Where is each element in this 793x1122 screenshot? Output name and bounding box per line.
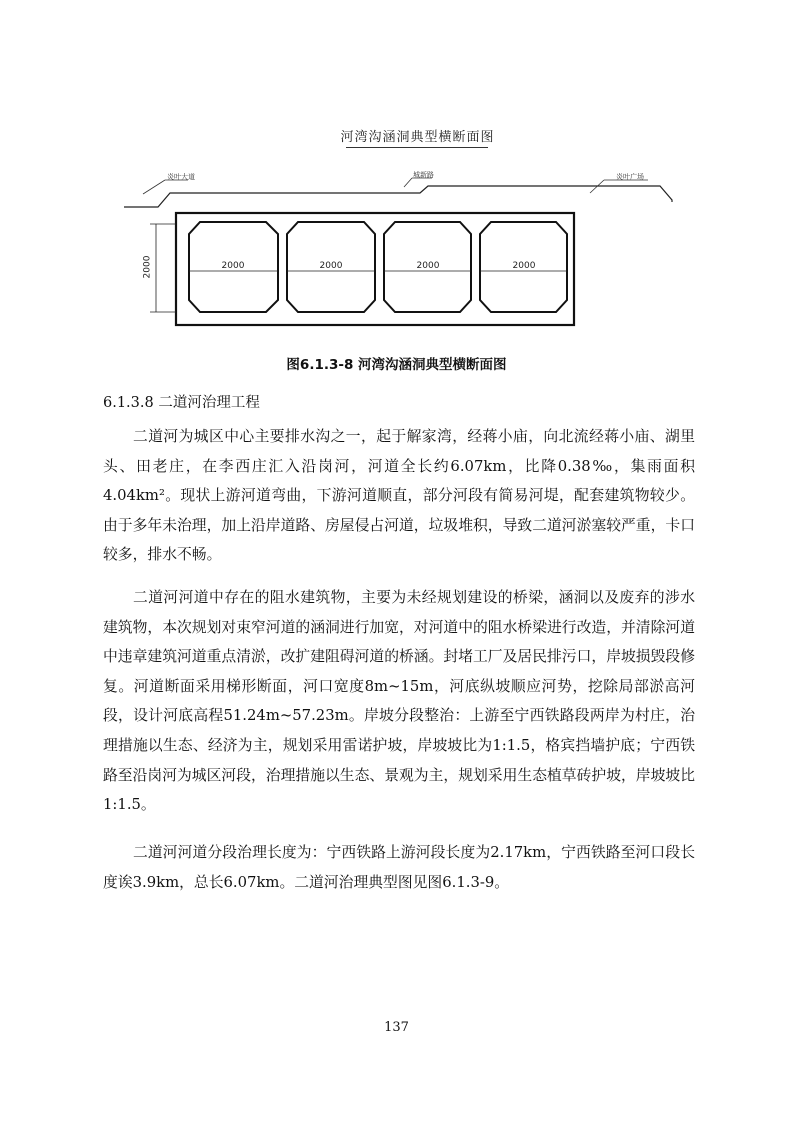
paragraph-1: 二道河为城区中心主要排水沟之一，起于解家湾，经蒋小庙，向北流经蒋小庙、湖里头、田老庄，在李西庄汇入沿岗河，河道全长约6.07km，比降0.38‰，集雨面积4.04km²。现状上游河道弯曲，下游河道顺直，部分河段有简易河堤，配套建筑物较少。由于多年未治理，加上沿岸道路、房屋侵占河道，垃圾堆积，导致二道河淤塞较严重，卡口较多，排水不畅。 — [103, 428, 695, 564]
ground-line — [124, 186, 672, 207]
road-label-left: 炎叶大道 — [167, 173, 195, 181]
cell-width-label-1: 2000 — [221, 261, 245, 271]
cell-width-label-2: 2000 — [319, 261, 343, 271]
culvert-cross-section-figure — [0, 0, 793, 340]
cell-height-label: 2000 — [142, 255, 153, 279]
road-label-right: 炎叶广场 — [616, 173, 644, 181]
figure-caption: 图6.1.3-8 河湾沟涵洞典型横断面图 — [286, 357, 507, 373]
page-number: 137 — [384, 1020, 409, 1035]
culvert-drawing — [0, 0, 793, 340]
road-label-middle: 城新路 — [413, 171, 434, 179]
leader-line-left — [143, 180, 165, 194]
paragraph-2: 二道河河道中存在的阻水建筑物，主要为未经规划建设的桥梁，涵洞以及废弃的涉水建筑物，本次规划对束窄河道的涵洞进行加宽，对河道中的阻水桥梁进行改造，并清除河道中违章建筑河道重点清淤，改扩建阻碍河道的桥涵。封堵工厂及居民排污口，岸坡损毁段修复。河道断面采用梯形断面，河口宽度8m~15m，河底纵坡顺应河势，挖除局部淤高河段，设计河底高程51.24m~57.23m。岸坡分段整治：上游至宁西铁路段两岸为村庄，治理措施以生态、经济为主，规划采用雷诺护坡，岸坡坡比为1:1.5，格宾挡墙护底；宁西铁路至沿岗河为城区河段，治理措施以生态、景观为主，规划采用生态植草砖护坡，岸坡坡比1:1.5。 — [103, 589, 695, 814]
paragraph-3: 二道河河道分段治理长度为：宁西铁路上游河段长度为2.17km，宁西铁路至河口段长度诶3.9km，总长6.07km。二道河治理典型图见图6.1.3-9。 — [103, 844, 695, 891]
leader-line-mid — [404, 178, 412, 187]
figure-title-underline — [346, 147, 488, 148]
cell-width-label-4: 2000 — [512, 261, 536, 271]
height-dimension-line — [150, 224, 176, 312]
figure-title: 河湾沟涵洞典型横断面图 — [340, 130, 495, 145]
cell-width-label-3: 2000 — [416, 261, 440, 271]
section-heading: 6.1.3.8 二道河治理工程 — [103, 395, 260, 411]
